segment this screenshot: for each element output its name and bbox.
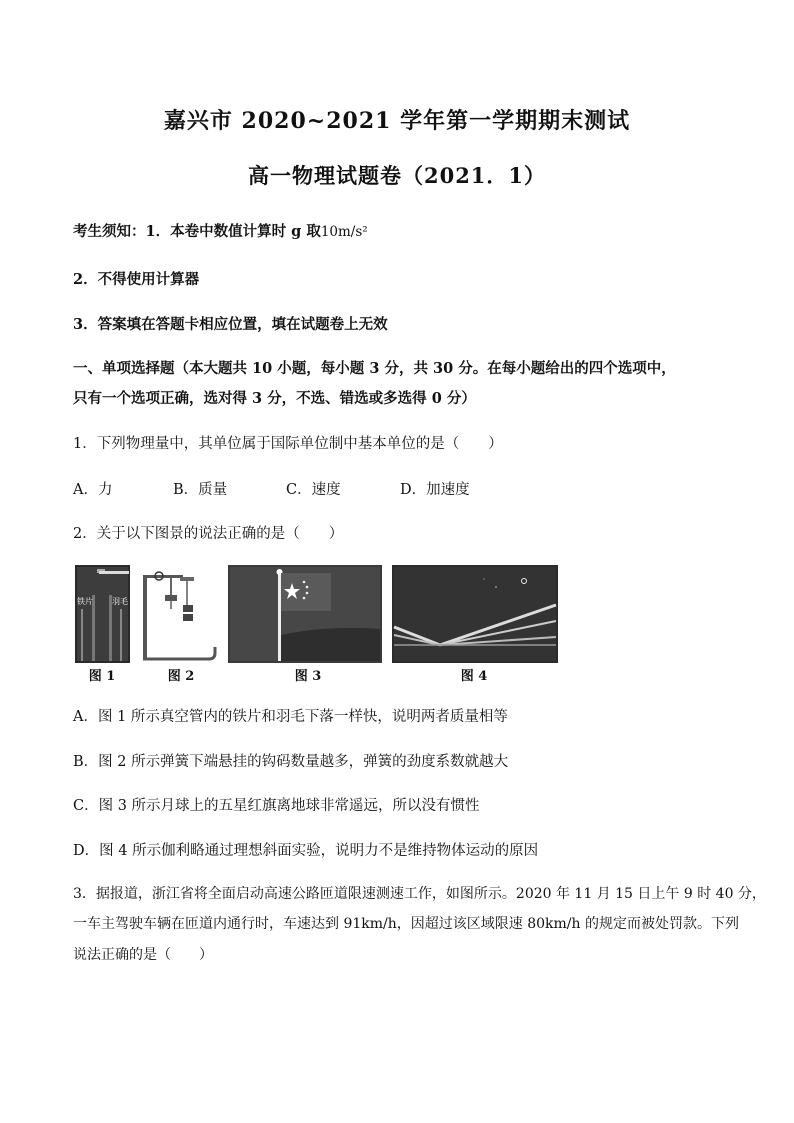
q2-option-b: B．图 2 所示弹簧下端悬挂的钩码数量越多，弹簧的劲度系数就越大	[73, 754, 509, 770]
inclined-plane-photo	[392, 565, 558, 663]
q2-option-c: C．图 3 所示月球上的五星红旗离地球非常遥远，所以没有惯性	[73, 798, 480, 814]
figure-3	[228, 565, 382, 684]
exam-subtitle: 高一物理试题卷（2021．1）	[247, 163, 547, 188]
figure-3-caption: 图 3	[294, 669, 322, 684]
figure-1-label-feather: 羽毛	[112, 597, 128, 606]
note-3: 3．答案填在答题卡相应位置，填在试题卷上无效	[73, 316, 388, 333]
q1-option-b: B．质量	[173, 482, 228, 498]
figure-1-caption: 图 1	[88, 669, 116, 684]
q3-stem-line1: 3．据报道，浙江省将全面启动高速公路匝道限速测速工作，如图所示。2020 年 11 月 15 日上午 9 时 40 分，	[73, 886, 766, 902]
spring-stand-photo	[139, 565, 219, 663]
vacuum-tube-photo	[75, 565, 130, 663]
q2-option-d: D．图 4 所示伽利略通过理想斜面实验，说明力不是维持物体运动的原因	[73, 843, 539, 859]
q2-option-a: A．图 1 所示真空管内的铁片和羽毛下落一样快，说明两者质量相等	[73, 709, 508, 725]
note-2: 2．不得使用计算器	[73, 271, 200, 288]
figure-2-caption: 图 2	[167, 669, 195, 684]
figure-2	[139, 565, 219, 684]
figure-4-caption: 图 4	[460, 669, 488, 684]
section-heading-line1: 一、单项选择题（本大题共 10 小题，每小题 3 分，共 30 分。在每小题给出的四个选项中，	[73, 360, 676, 377]
q1-stem: 1．下列物理量中，其单位属于国际单位制中基本单位的是（ ）	[73, 436, 503, 452]
q3-stem-line2: 一车主驾驶车辆在匝道内通行时，车速达到 91km/h，因超过该区域限速 80km/h 的规定而被处罚款。下列	[73, 916, 739, 932]
note-1-text: 考生须知：1．本卷中数值计算时 g 取	[73, 223, 321, 240]
q1-option-d: D．加速度	[400, 482, 470, 498]
q3-stem-line3: 说法正确的是（ ）	[73, 947, 213, 963]
note-1-value: 10m/s²	[320, 224, 368, 240]
note-1	[73, 220, 368, 241]
q2-stem: 2．关于以下图景的说法正确的是（ ）	[73, 526, 344, 542]
figure-1-label-iron: 铁片	[77, 597, 93, 606]
exam-title: 嘉兴市 2020~2021 学年第一学期期末测试	[163, 108, 631, 134]
section-heading-line2: 只有一个选项正确，选对得 3 分，不选、错选或多选得 0 分）	[73, 390, 476, 407]
q1-option-c: C．速度	[286, 482, 341, 498]
figure-4	[392, 565, 558, 684]
q2-figure-row	[75, 565, 559, 685]
figure-1	[75, 565, 130, 684]
moon-flag-photo	[228, 565, 382, 663]
q1-option-a: A．力	[73, 482, 113, 498]
